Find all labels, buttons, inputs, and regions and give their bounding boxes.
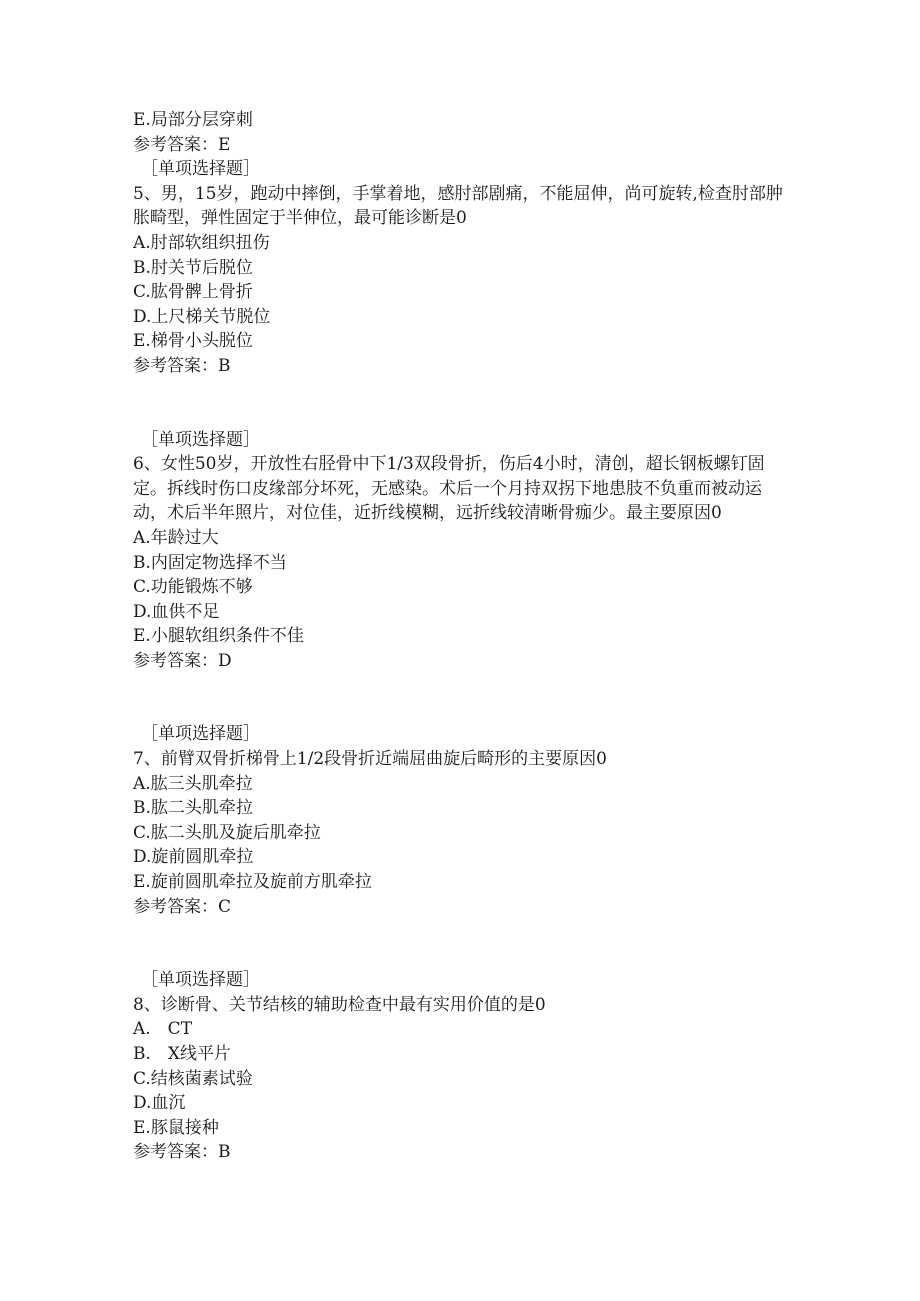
option-b: B. X线平片 (133, 1044, 231, 1064)
answer: 参考答案：B (133, 355, 231, 376)
question-7 (133, 722, 793, 919)
question-stem: 8、诊断骨、关节结核的辅助检查中最有实用价值的是0 (133, 994, 546, 1015)
option-d: D.旋前圆肌牵拉 (133, 847, 254, 868)
option-d: D.血沉 (133, 1093, 186, 1114)
answer: 参考答案：C (133, 896, 232, 917)
previous-question-tail (133, 108, 793, 157)
option-c: C.功能锻炼不够 (133, 577, 253, 598)
option-b: B.内固定物选择不当 (133, 552, 287, 573)
option-b: B.肱二头肌牵拉 (133, 798, 253, 819)
option-d: D.血供不足 (133, 601, 220, 622)
option-a: A.肘部软组织扭伤 (133, 232, 270, 253)
question-type-tag: ［单项选择题］ (141, 970, 260, 991)
spacer (133, 919, 793, 968)
answer: 参考答案：D (133, 650, 232, 671)
option-a: A.肱三头肌牵拉 (133, 773, 253, 794)
question-type-tag: ［单项选择题］ (141, 724, 260, 745)
question-6 (133, 428, 793, 674)
option-e: E.局部分层穿刺 (133, 110, 253, 130)
option-c: C.肱骨髀上骨折 (133, 282, 253, 303)
option-e: E.梯骨小头脱位 (133, 331, 253, 352)
option-e: E.小腿软组织条件不佳 (133, 626, 304, 647)
option-a: A.年龄过大 (133, 527, 219, 548)
option-d: D.上尺梯关节脱位 (133, 306, 271, 327)
spacer (133, 673, 793, 722)
spacer (133, 379, 793, 428)
option-e: E.豚鼠接种 (133, 1117, 219, 1138)
option-e: E.旋前圆肌牵拉及旋前方肌牵拉 (133, 872, 372, 893)
question-8 (133, 968, 793, 1165)
option-c: C.结核菌素试验 (133, 1068, 253, 1089)
document-body (133, 108, 793, 1165)
question-5 (133, 157, 793, 378)
question-type-tag: ［单项选择题］ (141, 159, 260, 180)
question-stem: 7、前臂双骨折梯骨上1/2段骨折近端屈曲旋后畸形的主要原因0 (133, 749, 607, 770)
question-type-tag: ［单项选择题］ (141, 429, 260, 450)
answer: 参考答案：B (133, 1142, 231, 1163)
option-c: C.肱二头肌及旋后肌牵拉 (133, 822, 321, 843)
question-stem: 5、男，15岁，跑动中摔倒，手掌着地，感肘部剧痛，不能屈伸，尚可旋转,检查肘部肿胀畸型，弹性固定于半伸位，最可能诊断是0 (133, 183, 783, 229)
answer: 参考答案：E (133, 134, 231, 155)
option-a: A. CT (133, 1019, 193, 1040)
option-b: B.肘关节后脱位 (133, 257, 253, 278)
question-stem: 6、女性50岁，开放性右胫骨中下1/3双段骨折，伤后4小时，清创，超长钢板螺钉固定。拆线时伤口皮缘部分坏死，无感染。术后一个月持双拐下地患肢不负重而被动运动，术后半年照片，对位佳，近折线模糊，远折线较清晰骨痂少。最主要原因0 (133, 454, 765, 524)
